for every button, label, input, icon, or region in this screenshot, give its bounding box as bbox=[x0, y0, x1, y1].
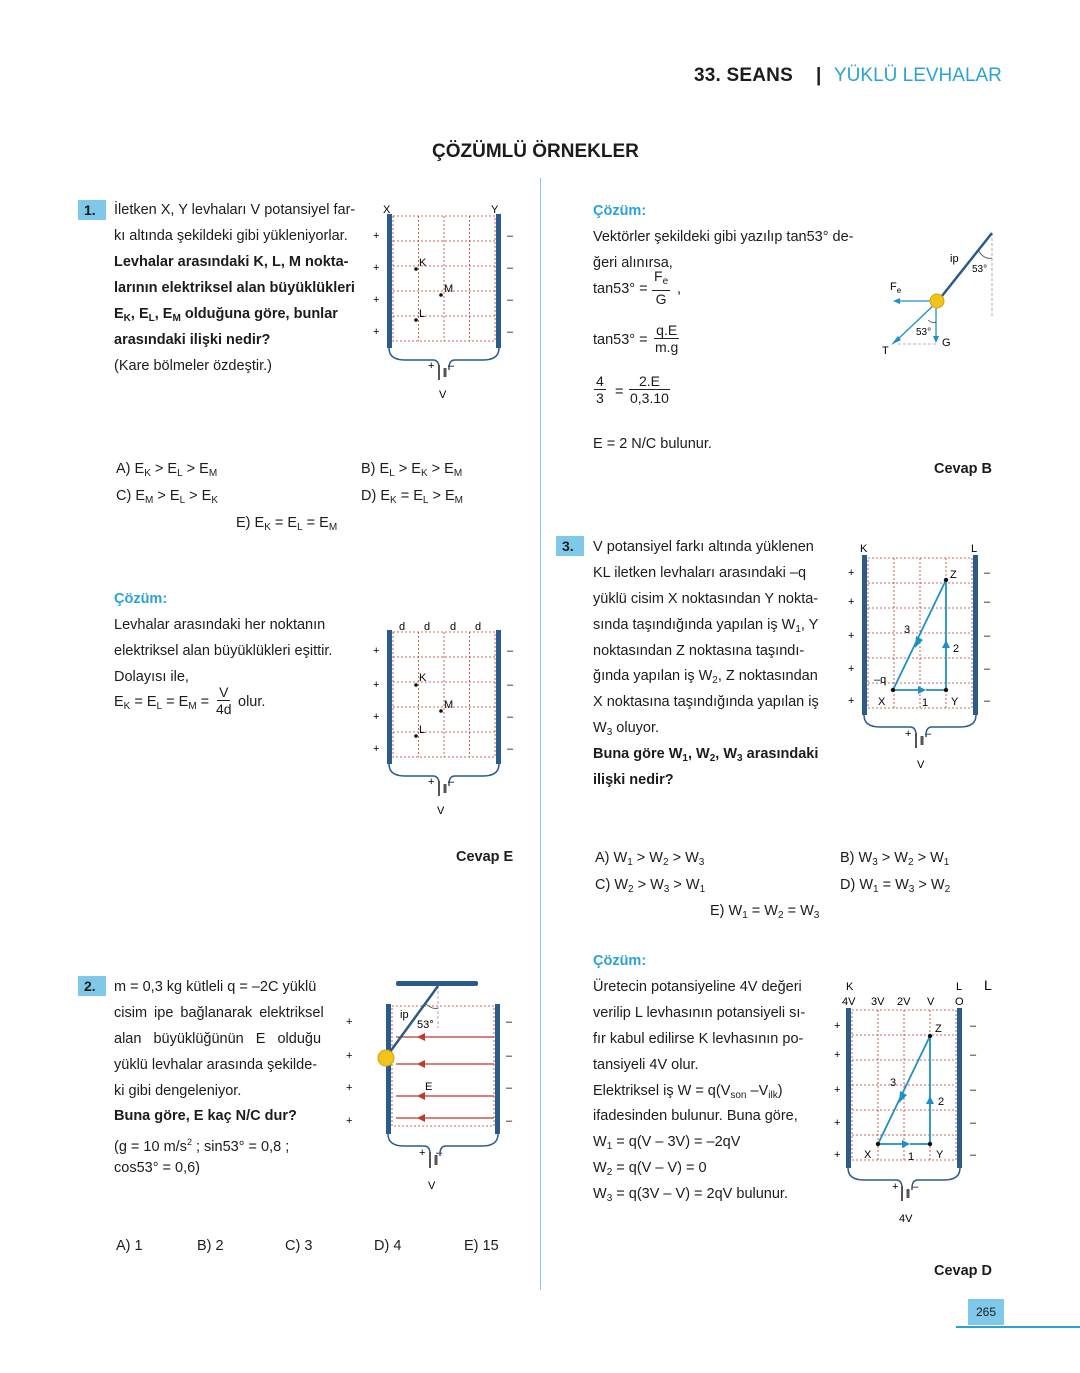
q2v-fe: $F_e$ bbox=[890, 281, 902, 295]
q1-fig-plus-3: + bbox=[373, 294, 380, 306]
q1s-fig-k: K bbox=[419, 672, 427, 684]
q3-fig-x: X bbox=[878, 696, 886, 708]
q3-solution-w1: $W_1 = q(V - 3V) = -2qV$ bbox=[593, 1134, 741, 1152]
q1-bold-line-3: $E_K$, $E_L$, $E_M$ olduğuna göre, bunlar bbox=[114, 306, 338, 324]
q1-solution-label: Çözüm: bbox=[114, 591, 168, 607]
q3-solution-line-5: Elektriksel iş $W = q(V_{son}$ $-V_{ilk}$) bbox=[593, 1083, 783, 1101]
grid bbox=[393, 216, 495, 341]
q2-fig-minus-3: – bbox=[506, 1082, 513, 1094]
q3-fig-minus-5: – bbox=[984, 695, 991, 707]
q3s-fig-minus-2: – bbox=[970, 1049, 977, 1061]
q1-frac-num: V bbox=[219, 684, 229, 700]
q3s-fig-plus-2: + bbox=[834, 1049, 841, 1061]
q3s-fig-p3: 3V bbox=[871, 996, 885, 1008]
q2-line-1: m = 0,3 kg kütleli q = –2C yüklü bbox=[114, 979, 317, 995]
q2-choice-a[interactable]: A) 1 bbox=[116, 1238, 143, 1254]
q1-choice-d[interactable]: D) $E_K = E_L > E_M$ bbox=[361, 488, 463, 506]
q1-bold-line-4: arasındaki ilişki nedir? bbox=[114, 332, 271, 348]
q3-line-1: V potansiyel farkı altında yüklenen bbox=[593, 539, 814, 555]
q1-fig-minus-3: – bbox=[507, 294, 514, 306]
q3-fig-minus-4: – bbox=[984, 663, 991, 675]
q3-fig-l: L bbox=[971, 543, 978, 555]
q2-fig-minus-1: – bbox=[506, 1016, 513, 1028]
page-number-rule bbox=[956, 1326, 1080, 1328]
q3-solution-w3: $W_3 = q(3V - V) = 2qV$ bulunur. bbox=[593, 1186, 788, 1204]
q3s-fig-plus-5: + bbox=[834, 1149, 841, 1161]
q2-line-4: yüklü levhalar arasında şekilde- bbox=[114, 1057, 318, 1073]
q3s-fig-p2: 2V bbox=[897, 996, 911, 1008]
q1s-fig-minus-src: – bbox=[448, 776, 455, 788]
q3-fig-k: K bbox=[860, 543, 868, 555]
q1-choice-e[interactable]: E) $E_K = E_L = E_M$ bbox=[236, 515, 338, 533]
q1s-fig-plus-2: + bbox=[373, 679, 380, 691]
q1s-fig-l: L bbox=[419, 724, 426, 736]
q1-fig-l: L bbox=[419, 308, 426, 320]
q2-fig-minus-2: – bbox=[506, 1050, 513, 1062]
q1s-fig-plus-4: + bbox=[373, 743, 380, 755]
q1-choice-c[interactable]: C) $E_M > E_L > E_K$ bbox=[116, 488, 218, 506]
q3-choice-c[interactable]: C) $W_2 > W_3 > W_1$ bbox=[595, 877, 706, 895]
q1s-fig-d2: d bbox=[424, 621, 431, 633]
q2-line-5: ki gibi dengeleniyor. bbox=[114, 1083, 242, 1099]
q1s-fig-minus-1: – bbox=[507, 645, 514, 657]
q3-solution-figure bbox=[828, 978, 1008, 1228]
q1-bold-line-1: Levhalar arasındaki K, L, M nokta- bbox=[114, 254, 349, 270]
q1s-fig-minus-2: – bbox=[507, 679, 514, 691]
q2v-ip: ip bbox=[950, 253, 959, 265]
page-number-badge: 265 bbox=[968, 1299, 1004, 1325]
q1-fig-m: M bbox=[444, 283, 454, 295]
q3-choice-b[interactable]: B) $W_3 > W_2 > W_1$ bbox=[840, 850, 950, 868]
q1-fig-k: K bbox=[419, 257, 427, 269]
q2-frac4: $\frac{2.E}{0,3.10}$ bbox=[630, 373, 669, 406]
q3s-fig-minus-1: – bbox=[970, 1020, 977, 1032]
q3s-fig-3: 3 bbox=[890, 1077, 897, 1089]
q3s-fig-k: K bbox=[846, 981, 854, 993]
q3-solution-line-1: Üretecin potansiyeline 4V değeri bbox=[593, 979, 802, 995]
q1-bold-line-2: larının elektriksel alan büyüklükleri bbox=[114, 280, 355, 296]
q2v-t: T bbox=[882, 345, 889, 357]
q2-fig-plus-src: + bbox=[419, 1147, 426, 1159]
q3s-fig-minus-5: – bbox=[970, 1149, 977, 1161]
q2-frac3: $\frac{4}{3}$ bbox=[596, 373, 604, 406]
q3-fig-minus-3: – bbox=[984, 630, 991, 642]
q2-result: E = 2 N/C bulunur. bbox=[593, 436, 712, 452]
q3s-fig-minus-src: – bbox=[912, 1181, 919, 1193]
column-divider bbox=[540, 178, 541, 1290]
q1-fig-minus-src: – bbox=[448, 360, 455, 372]
q2-fe-sub: e bbox=[662, 276, 669, 287]
q1-fig-minus-1: – bbox=[507, 230, 514, 242]
q3s-fig-x: X bbox=[864, 1149, 872, 1161]
q3-answer: Cevap D bbox=[934, 1263, 993, 1279]
q2-choice-e[interactable]: E) 15 bbox=[464, 1238, 499, 1254]
q3-fig-plus-3: + bbox=[848, 630, 855, 642]
q2-line-3: alan büyüklüğünün E olduğu bbox=[114, 1031, 322, 1047]
q2-cos-line: cos53° = 0,6) bbox=[114, 1160, 201, 1176]
q3-solution-line-3: fır kabul edilirse K levhasının po- bbox=[593, 1031, 804, 1047]
q3s-fig-v: 4V bbox=[899, 1213, 913, 1225]
q3-line-4: sında taşındığında yapılan iş $W_1$, Y bbox=[593, 617, 819, 635]
q3-solution-line-4: tansiyeli 4V olur. bbox=[593, 1057, 699, 1073]
q1-choice-a[interactable]: A) $E_K > E_L > E_M$ bbox=[116, 461, 218, 479]
q3-bold-line-2: ilişki nedir? bbox=[593, 772, 674, 788]
q2-vector-diagram bbox=[878, 228, 998, 358]
q1-fig-x: X bbox=[383, 204, 391, 216]
q3s-fig-plus-1: + bbox=[834, 1020, 841, 1032]
q1s-fig-plus-3: + bbox=[373, 711, 380, 723]
header-topic: YÜKLÜ LEVHALAR bbox=[834, 65, 1002, 86]
q2-fig-plus-3: + bbox=[346, 1082, 353, 1094]
q3s-fig-p1: V bbox=[927, 996, 935, 1008]
q1-note: (Kare bölmeler özdeştir.) bbox=[114, 358, 272, 374]
q3-line-8: $W_3$ oluyor. bbox=[593, 720, 659, 738]
q1-fig-plus-2: + bbox=[373, 262, 380, 274]
q1s-fig-minus-4: – bbox=[507, 743, 514, 755]
q2v-angle2: 53° bbox=[916, 327, 932, 338]
q1-fig-y: Y bbox=[491, 204, 499, 216]
q2-tan1-fraction: $\frac{F_e}{G}$ bbox=[654, 268, 669, 307]
q3-fig-minus-src: – bbox=[925, 728, 932, 740]
grid bbox=[393, 632, 495, 757]
q3s-fig-minus-4: – bbox=[970, 1117, 977, 1129]
q2-fig-minus-4: – bbox=[506, 1115, 513, 1127]
q3-fig-z: Z bbox=[950, 569, 957, 581]
q1s-fig-plus-src: + bbox=[428, 776, 435, 788]
q2-pendulum-figure bbox=[340, 978, 530, 1193]
q2-fig-angle: 53° bbox=[417, 1019, 434, 1031]
q3s-fig-plus-src: + bbox=[892, 1181, 899, 1193]
q1-fig-plus-1: + bbox=[373, 230, 380, 242]
q1s-fig-d3: d bbox=[450, 621, 457, 633]
q1-solution-line-2: elektriksel alan büyüklükleri eşittir. bbox=[114, 643, 333, 659]
question-number-3: 3. bbox=[556, 536, 584, 556]
q1-plates-figure bbox=[365, 200, 525, 405]
q1-solution-line-1: Levhalar arasındaki her noktanın bbox=[114, 617, 326, 633]
q2-fig-ip: ip bbox=[400, 1009, 409, 1021]
q3s-fig-plus-3: + bbox=[834, 1084, 841, 1096]
q3-choice-d[interactable]: D) $W_1 = W_3 > W_2$ bbox=[840, 877, 951, 895]
q2v-g: G bbox=[942, 337, 951, 349]
q2-eq-sign: = bbox=[615, 384, 624, 400]
q1s-fig-d1: d bbox=[399, 621, 406, 633]
q1-fig-plus-src: + bbox=[428, 360, 435, 372]
q2-fig-plus-2: + bbox=[346, 1050, 353, 1062]
question-number-2: 2. bbox=[78, 976, 106, 996]
q3s-fig-p4: 4V bbox=[842, 996, 856, 1008]
q1-fraction bbox=[214, 684, 234, 717]
q1-bold-e-tail: olduğuna göre, bunlar bbox=[184, 306, 338, 322]
header-separator: | bbox=[816, 65, 822, 86]
q2-fig-plus-4: + bbox=[346, 1115, 353, 1127]
q3s-fig-minus-3: – bbox=[970, 1084, 977, 1096]
section-title: ÇÖZÜMLÜ ÖRNEKLER bbox=[432, 141, 639, 162]
q2-fig-plus-1: + bbox=[346, 1016, 353, 1028]
q3-fig-plus-5: + bbox=[848, 695, 855, 707]
q2-choice-b[interactable]: B) 2 bbox=[197, 1238, 224, 1254]
q3s-fig-2: 2 bbox=[938, 1096, 945, 1108]
q3s-fig-z: Z bbox=[935, 1023, 942, 1035]
q2-fig-e: E bbox=[425, 1081, 433, 1093]
q3-fig-plus-src: + bbox=[905, 728, 912, 740]
q3-choice-e[interactable]: E) $W_1 = W_2 = W_3$ bbox=[710, 903, 820, 921]
q3s-fig-y: Y bbox=[936, 1149, 944, 1161]
q1-fig-minus-4: – bbox=[507, 326, 514, 338]
q3-line-2: KL iletken levhaları arasındaki –q bbox=[593, 565, 807, 581]
q3-choice-a[interactable]: A) $W_1 > W_2 > W_3$ bbox=[595, 850, 705, 868]
q1-solution-line-3: Dolayısı ile, bbox=[114, 669, 189, 685]
q2-line-2: cisim ipe bağlanarak elektriksel bbox=[114, 1005, 324, 1021]
question-number-1: 1. bbox=[78, 200, 106, 220]
q3-solution-line-2: verilip L levhasının potansiyeli sı- bbox=[593, 1005, 806, 1021]
q1-answer: Cevap E bbox=[456, 849, 514, 865]
q3-fig-1: 1 bbox=[922, 697, 929, 709]
q3-line-3: yüklü cisim X noktasından Y nokta- bbox=[593, 591, 819, 607]
q1-frac-den: 4d bbox=[216, 701, 232, 717]
q1-line-1: İletken X, Y levhaları V potansiyel far- bbox=[114, 202, 356, 218]
q2-fig-v: V bbox=[428, 1180, 436, 1192]
q2-tan1-comma: , bbox=[677, 281, 682, 297]
q2-solution-label: Çözüm: bbox=[593, 203, 647, 219]
q3-fig-3: 3 bbox=[904, 624, 911, 636]
q2v-angle: 53° bbox=[972, 264, 988, 275]
q1s-fig-v: V bbox=[437, 805, 445, 817]
q3-solution-w2: $W_2 = q(V - V) = 0$ bbox=[593, 1160, 707, 1178]
q3-fig-v: V bbox=[917, 759, 925, 771]
q1-fig-minus-2: – bbox=[507, 262, 514, 274]
q3-fig-q: –q bbox=[874, 674, 887, 686]
q2-fig-minus-src: – bbox=[436, 1147, 443, 1159]
q3-plates-figure bbox=[838, 540, 1008, 775]
q2-given-line: (g = 10 $m/s^2$ ; sin53° = 0,8 ; bbox=[114, 1137, 290, 1155]
q1s-fig-minus-3: – bbox=[507, 711, 514, 723]
q1-choice-b[interactable]: B) $E_L > E_K > E_M$ bbox=[361, 461, 463, 479]
q2-choice-c[interactable]: C) 3 bbox=[285, 1238, 313, 1254]
q3-fig-plus-2: + bbox=[848, 596, 855, 608]
q3-line-5: noktasından Z noktasına taşındı- bbox=[593, 643, 805, 659]
q3s-fig-1: 1 bbox=[908, 1151, 915, 1163]
q3-fig-plus-1: + bbox=[848, 567, 855, 579]
q2-solution-line-1: Vektörler şekildeki gibi yazılıp tan53° de- bbox=[593, 229, 854, 245]
q3s-fig-l2: L bbox=[984, 978, 992, 993]
q3-fig-2: 2 bbox=[953, 643, 960, 655]
q2-tan2-fraction: $\frac{q.E}{m.g}$ bbox=[655, 322, 679, 355]
q3-fig-minus-1: – bbox=[984, 567, 991, 579]
q3-line-6: ğında yapılan iş $W_2$, Z noktasından bbox=[593, 668, 818, 686]
q3-fig-plus-4: + bbox=[848, 663, 855, 675]
q1s-fig-m: M bbox=[444, 699, 454, 711]
q1-solution-figure bbox=[365, 618, 525, 823]
q1-fig-v: V bbox=[439, 389, 447, 401]
q2-tan-2: tan53° = bbox=[593, 332, 648, 348]
q3-fig-y: Y bbox=[951, 696, 959, 708]
q3s-fig-l: L bbox=[956, 981, 963, 993]
header-seans: 33. SEANS bbox=[694, 65, 793, 86]
q3-fig-minus-2: – bbox=[984, 596, 991, 608]
q3s-fig-plus-4: + bbox=[834, 1117, 841, 1129]
q3-bold-line-1: Buna göre $W_1$, $W_2$, $W_3$ arasındaki bbox=[593, 746, 819, 764]
q1-line-2: kı altında şekildeki gibi yükleniyorlar. bbox=[114, 228, 348, 244]
q3-solution-line-6: ifadesinden bulunur. Buna göre, bbox=[593, 1108, 798, 1124]
q2-bold-line: Buna göre, E kaç N/C dur? bbox=[114, 1108, 297, 1124]
q1-fig-plus-4: + bbox=[373, 326, 380, 338]
q3-solution-label: Çözüm: bbox=[593, 953, 647, 969]
q2-choice-d[interactable]: D) 4 bbox=[374, 1238, 402, 1254]
q1-result-tail: olur. bbox=[238, 694, 266, 710]
q3s-fig-p0: O bbox=[955, 996, 964, 1008]
q2-answer: Cevap B bbox=[934, 461, 993, 477]
q3-line-7: X noktasına taşındığında yapılan iş bbox=[593, 694, 819, 710]
q1s-fig-d4: d bbox=[475, 621, 482, 633]
q2-solution-line-2: ğeri alınırsa, bbox=[593, 255, 673, 271]
q1s-fig-plus-1: + bbox=[373, 645, 380, 657]
q2-tan-1: tan53° = bbox=[593, 281, 648, 297]
q1-solution-result: $E_K = E_L = E_M$ = bbox=[114, 694, 210, 712]
